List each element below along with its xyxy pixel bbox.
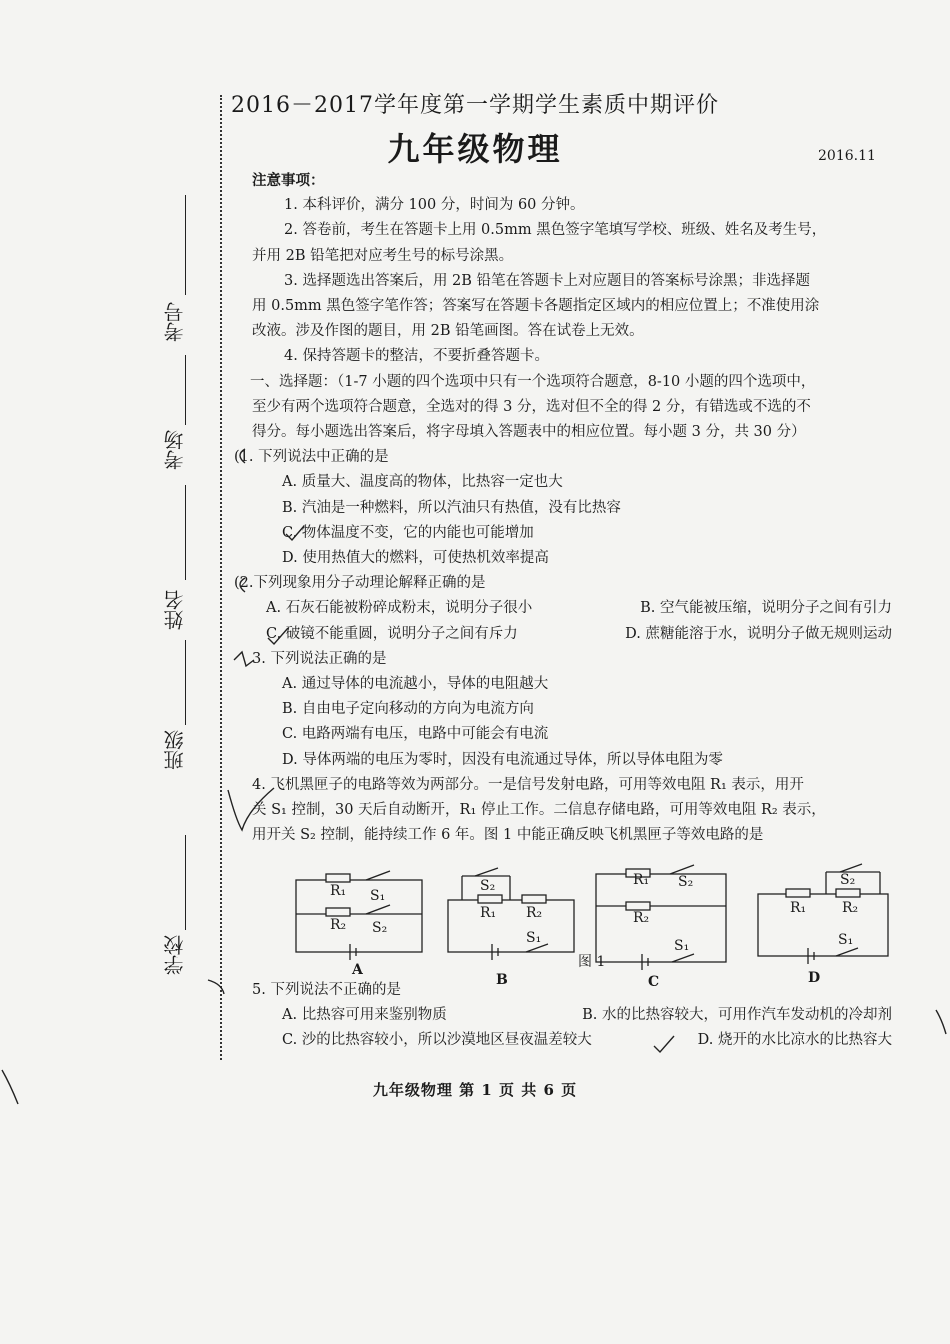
note-2: 2. 答卷前，考生在答题卡上用 0.5mm 黑色签字笔填写学校、班级、姓名及考生号， [284,222,827,239]
q1-option-c: C. 物体温度不变，它的内能也可能增加 [282,524,534,541]
q2-bracket-mark [240,578,245,592]
label-c-r2: R₂ [633,910,650,926]
q3-mark [234,652,254,666]
q5-option-d: D. 烧开的水比凉水的比热容大 [697,1032,892,1049]
label-a-s1: S₁ [370,888,386,904]
note-3-cont: 用 0.5mm 黑色签字笔作答；答案写在答题卡各题指定区域内的相应位置上；不准使用涂 [252,298,820,315]
label-d-s2: S₂ [840,872,856,888]
q5-option-b: B. 水的比热容较大，可用作汽车发动机的冷却剂 [582,1007,892,1024]
field-id-label: 考号 [163,302,187,342]
q3-option-c: C. 电路两端有电压，电路中可能会有电流 [282,726,549,743]
subject-title: 九年级物理 [387,130,563,168]
note-3-cont2: 改液。涉及作图的题目，用 2B 铅笔画图。答在试卷上无效。 [252,323,644,340]
q1-bracket-mark [240,449,245,463]
q1-check-mark [286,526,304,540]
label-b-s2: S₂ [480,878,496,894]
note-4: 4. 保持答题卡的整洁，不要折叠答题卡。 [284,348,549,365]
page-footer: 九年级物理 第 1 页 共 6 页 [372,1081,578,1099]
field-school-label: 学校 [163,935,187,975]
field-room-label: 考场 [163,430,187,470]
q3-stem: 3. 下列说法正确的是 [252,650,387,667]
label-b-s1: S₁ [526,930,542,946]
label-d-r1: R₁ [790,900,807,916]
figure-label: 图 1 [578,954,606,970]
label-c-s2: S₂ [678,874,694,890]
q5-option-a: A. 比热容可用来鉴别物质 [282,1007,447,1024]
q3-option-b: B. 自由电子定向移动的方向为电流方向 [282,701,534,718]
q1-option-d: D. 使用热值大的燃料，可使热机效率提高 [282,550,549,567]
q2-option-a: A. 石灰石能被粉碎成粉末，说明分子很小 [266,600,533,617]
q4-stem-3: 用开关 S₂ 控制，能持续工作 6 年。图 1 中能正确反映飞机黑匣子等效电路的是 [252,827,764,844]
field-name-label: 姓名 [163,590,187,630]
edge-stroke [936,1010,946,1034]
q4-stem-1: 4. 飞机黑匣子的电路等效为两部分。一是信号发射电路，可用等效电阻 R₁ 表示，用开 [252,776,804,793]
label-c-s1: S₁ [674,938,690,954]
q2-option-c: C. 破镜不能重圆，说明分子之间有斥力 [266,625,518,642]
q2-stem: (2.下列现象用分子动理论解释正确的是 [234,575,486,592]
label-a-r2: R₂ [330,917,347,933]
q5-option-c: C. 沙的比热容较小，所以沙漠地区昼夜温差较大 [282,1032,592,1049]
q2-option-d: D. 蔗糖能溶于水，说明分子做无规则运动 [625,625,892,642]
q2-option-b: B. 空气能被压缩，说明分子之间有引力 [640,600,892,617]
notes-title: 注意事项： [252,172,325,189]
label-b-r2: R₂ [526,905,543,921]
note-2-cont: 并用 2B 铅笔把对应考生号的标号涂黑。 [252,247,514,264]
label-a-r1: R₁ [330,883,347,899]
q3-option-d: D. 导体两端的电压为零时，因没有电流通过导体，所以导体电阻为零 [282,751,723,768]
label-c-r1: R₁ [633,872,650,888]
label-a-s2: S₂ [372,920,388,936]
q4-stem-2: 关 S₁ 控制，30 天后自动断开，R₁ 停止工作。二信息存储电路，可用等效电阻 R₂ 表示， [252,802,826,819]
section-instructions-1: 一、选择题：（1-7 小题的四个选项中只有一个选项符合题意，8-10 小题的四个选项中， [250,373,816,390]
q5-check-mark [654,1036,674,1052]
q1-option-b: B. 汽油是一种燃料，所以汽油只有热值，没有比热容 [282,499,621,516]
q3-option-a: A. 通过导体的电流越小，导体的电阻越大 [282,676,549,693]
label-d-s1: S₁ [838,932,854,948]
exam-date: 2016.11 [818,148,876,164]
q5-bracket-mark [208,980,224,994]
q4-mark [228,788,274,830]
option-label-c: C [648,974,660,990]
label-b-r1: R₁ [480,905,497,921]
q2-check-mark [268,628,288,644]
q5-stem: 5. 下列说法不正确的是 [252,982,401,998]
note-3: 3. 选择题选出答案后，用 2B 铅笔在答题卡上对应题目的答案标号涂黑；非选择题 [284,272,811,289]
section-instructions-3: 得分。每小题选出答案后，将字母填入答题表中的相应位置。每小题 3 分，共 30 分） [252,424,806,441]
option-label-b: B [496,972,508,988]
exam-title: 2016－2017学年度第一学期学生素质中期评价 [231,93,719,118]
option-label-d: D [808,970,821,986]
field-class-label: 班级 [163,730,187,770]
q1-stem: (1. 下列说法中正确的是 [234,449,389,466]
option-label-a: A [352,962,363,978]
label-d-r2: R₂ [842,900,859,916]
section-instructions-2: 至少有两个选项符合题意，全选对的得 3 分，选对但不全的得 2 分，有错选或不选的不 [252,398,811,415]
q1-option-a: A. 质量大、温度高的物体，比热容一定也大 [282,474,563,491]
note-1: 1. 本科评价，满分 100 分，时间为 60 分钟。 [284,197,585,214]
